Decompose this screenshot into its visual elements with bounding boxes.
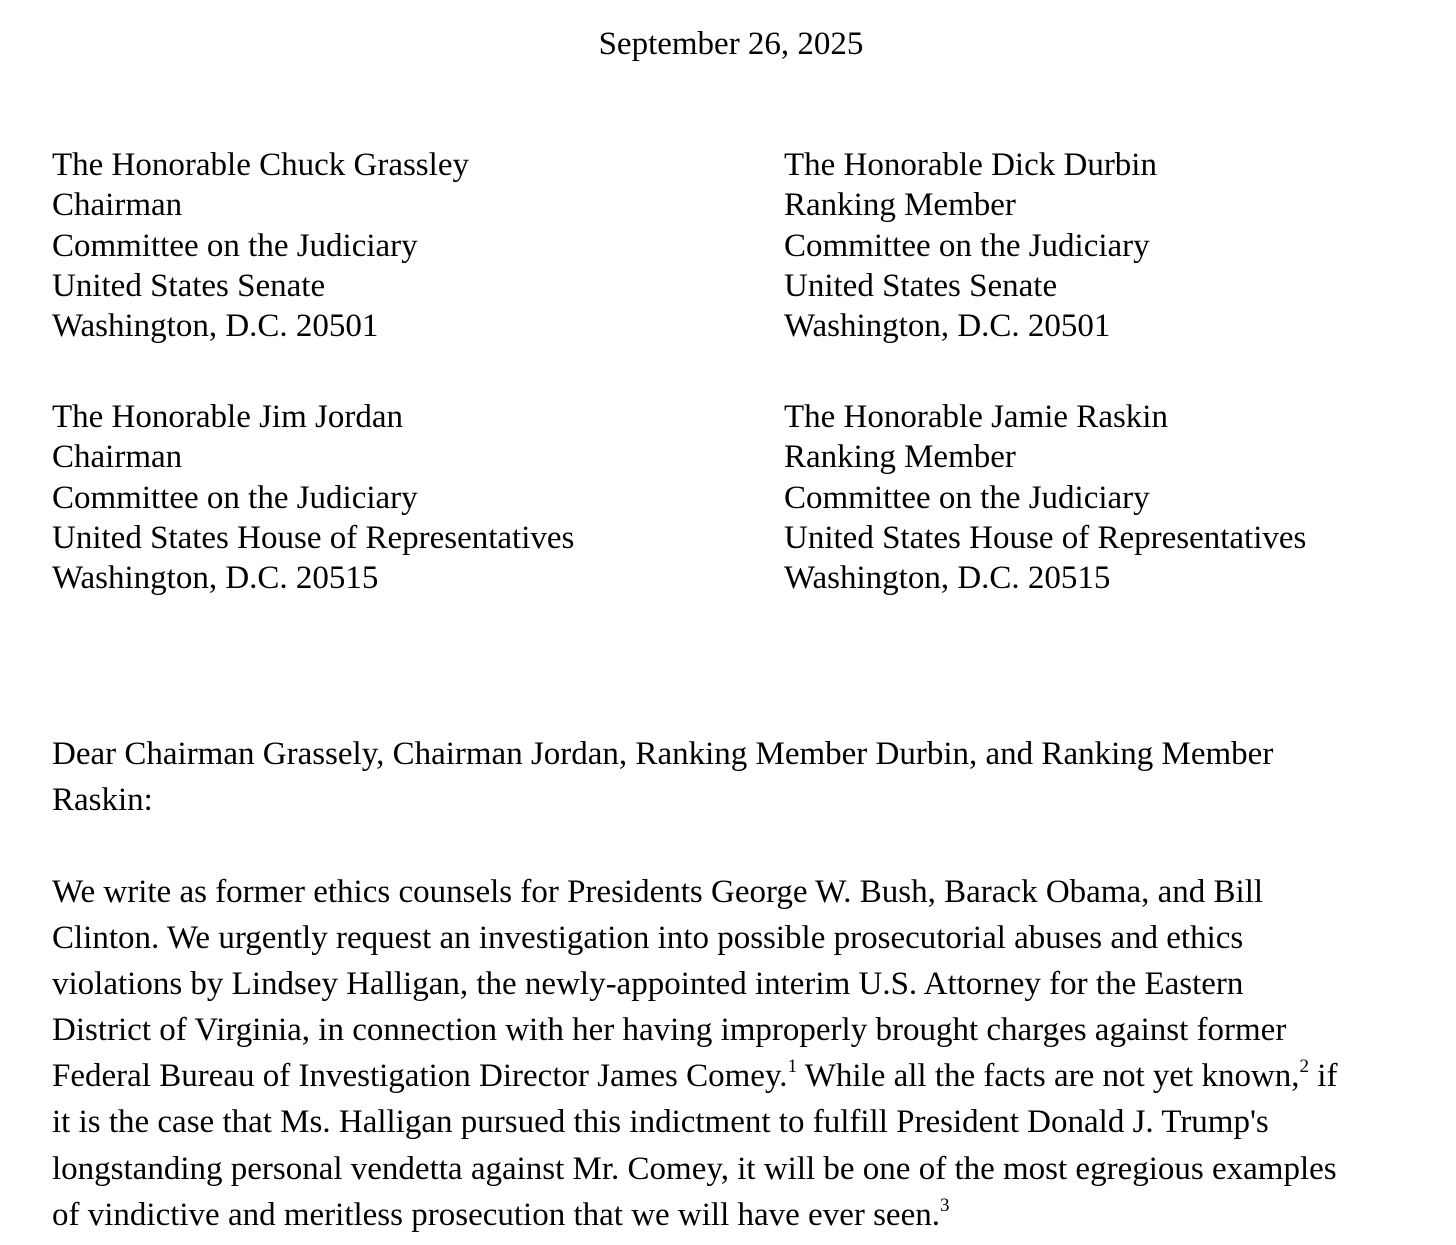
body-text: of vindictive and meritless prosecution that we will have ever seen. [52, 1196, 940, 1233]
body-line [52, 1192, 1432, 1238]
body-line: Clinton. We urgently request an investigation into possible prosecutorial abuses and ethics [52, 920, 1244, 957]
addressee-name: The Honorable Jim Jordan [52, 399, 403, 435]
body-text: While all the facts are not yet known, [797, 1058, 1300, 1095]
addressee-chamber: United States House of Representatives [784, 519, 1307, 556]
addressee-chamber: United States Senate [784, 267, 1058, 304]
body-text: Federal Bureau of Investigation Director James Comey. [52, 1058, 788, 1095]
addressee-grassley [52, 145, 469, 346]
addressee-city: Washington, D.C. 20501 [784, 308, 1111, 345]
footnote-ref-2[interactable]: 2 [1299, 1056, 1310, 1078]
body-text: if [1309, 1058, 1338, 1095]
body-paragraph [52, 869, 1432, 1238]
body-line: violations by Lindsey Halligan, the newly-appointed interim U.S. Attorney for the Eastern [52, 966, 1244, 1003]
addressee-chamber: United States Senate [52, 267, 326, 304]
addressee-chamber: United States House of Representatives [52, 519, 575, 556]
addressee-committee: Committee on the Judiciary [52, 479, 418, 516]
body-line: it is the case that Ms. Halligan pursued this indictment to fulfill President Donald J. Trump's [52, 1104, 1269, 1141]
addressee-raskin [784, 397, 1306, 598]
footnote-ref-1[interactable]: 1 [787, 1056, 798, 1078]
body-line: longstanding personal vendetta against Mr. Comey, it will be one of the most egregious examples [52, 1150, 1337, 1187]
addressee-title: Chairman [52, 187, 183, 224]
footnote-ref-3[interactable]: 3 [939, 1194, 950, 1216]
addressee-name: The Honorable Jamie Raskin [784, 399, 1168, 435]
salutation: Dear Chairman Grassely, Chairman Jordan, Ranking Member Durbin, and Ranking Member Raskin: [52, 736, 1274, 818]
addressee-city: Washington, D.C. 20515 [52, 560, 379, 597]
addressee-committee: Committee on the Judiciary [784, 479, 1150, 516]
addressee-name: The Honorable Chuck Grassley [52, 147, 469, 183]
addressee-durbin [784, 145, 1157, 346]
addressee-title: Ranking Member [784, 187, 1016, 224]
addressee-committee: Committee on the Judiciary [52, 227, 418, 264]
addressee-committee: Committee on the Judiciary [784, 227, 1150, 264]
addressee-jordan [52, 397, 574, 598]
addressee-city: Washington, D.C. 20515 [784, 560, 1111, 597]
addressee-title: Ranking Member [784, 439, 1016, 476]
body-line: District of Virginia, in connection with her having improperly brought charges against former [52, 1012, 1287, 1049]
body-line: We write as former ethics counsels for Presidents George W. Bush, Barack Obama, and Bill [52, 874, 1264, 910]
addressee-city: Washington, D.C. 20501 [52, 308, 379, 345]
addressee-name: The Honorable Dick Durbin [784, 147, 1157, 183]
body-line [52, 1053, 1432, 1099]
addressee-title: Chairman [52, 439, 183, 476]
letter-date: September 26, 2025 [598, 26, 864, 62]
